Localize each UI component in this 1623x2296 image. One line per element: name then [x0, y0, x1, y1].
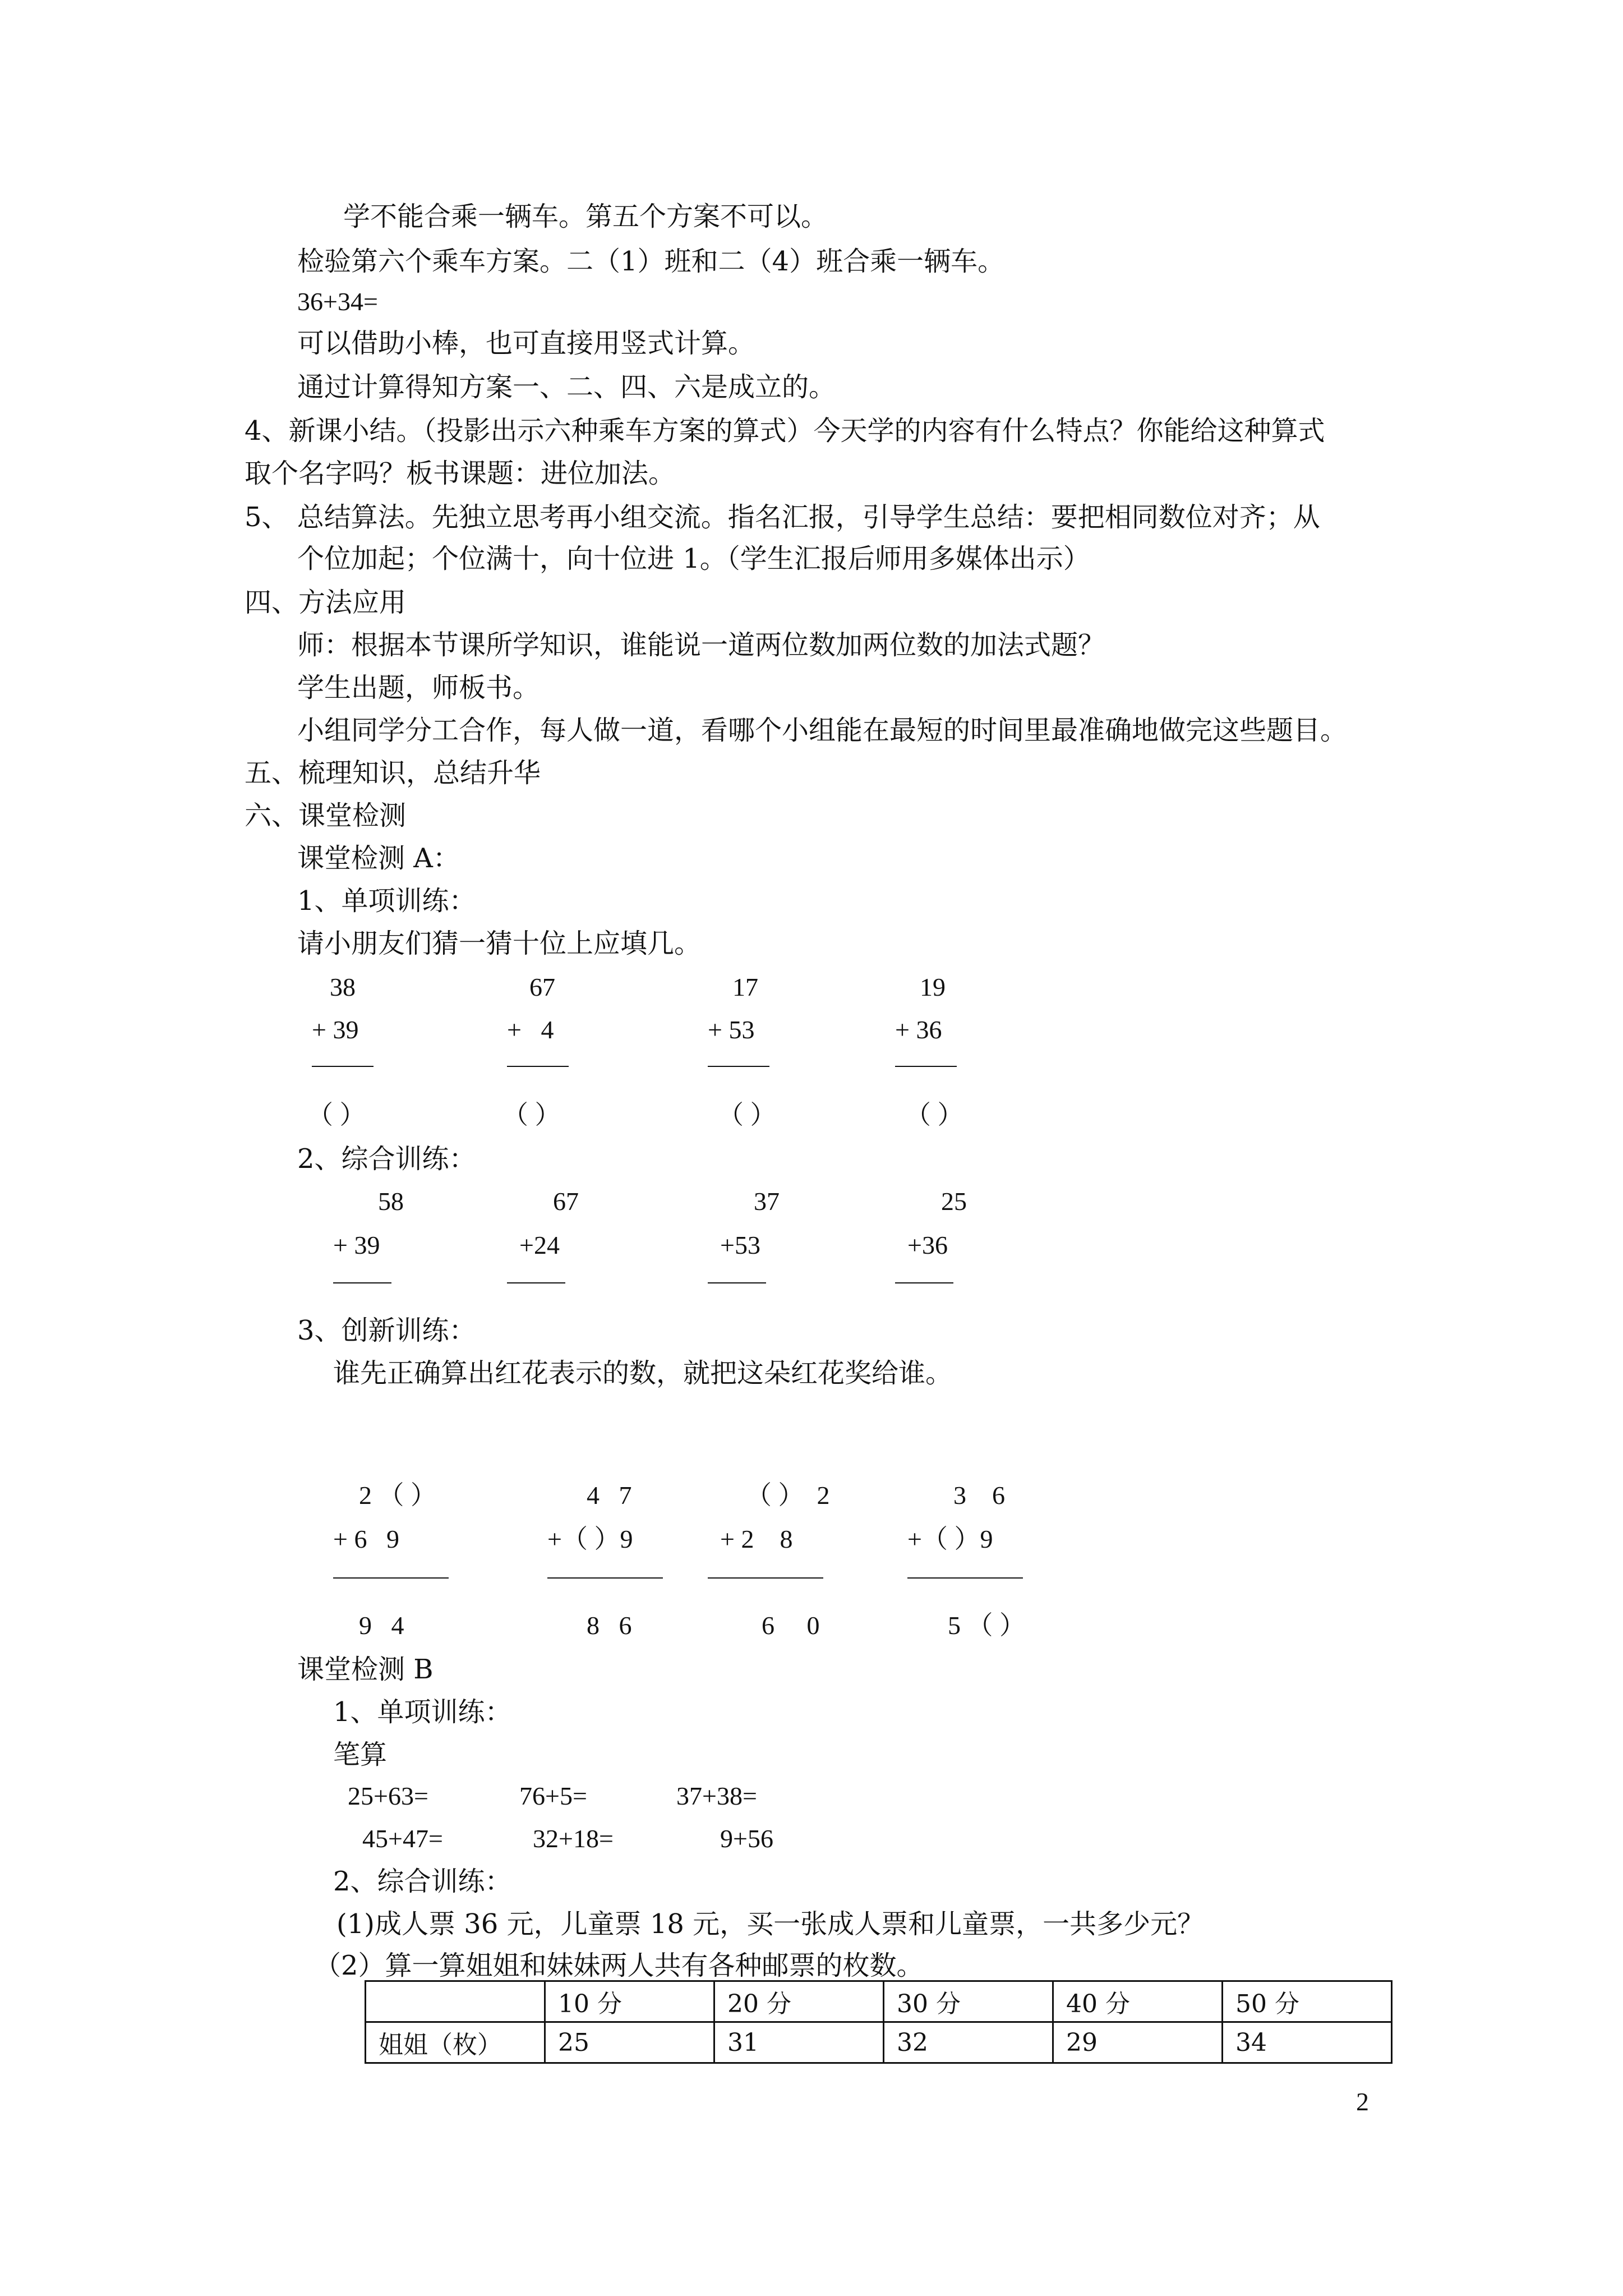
calc-item: 76+5=	[519, 1782, 587, 1810]
problem-top: 2 （ ）	[359, 1481, 436, 1510]
text-line: 2、综合训练：	[297, 1143, 476, 1175]
section-heading: 六、课堂检测	[245, 800, 407, 831]
text-line: 取个名字吗？板书课题：进位加法。	[245, 458, 676, 489]
problem-result: 9 4	[359, 1611, 404, 1640]
problem-answer: （ ）	[905, 1101, 963, 1129]
sum-line	[895, 1282, 953, 1283]
problem-top: 4 7	[587, 1481, 632, 1510]
sum-line	[333, 1577, 449, 1579]
problem-bottom: + 36	[895, 1015, 942, 1044]
text-line: 可以借助小棒，也可直接用竖式计算。	[297, 328, 755, 359]
sum-line	[708, 1577, 823, 1579]
text-line: 课堂检测 A：	[297, 843, 460, 874]
text-line: 1、单项训练：	[297, 885, 476, 917]
problem-result: 5 （ ）	[948, 1611, 1025, 1640]
stamp-table	[365, 1980, 1393, 2064]
problem-bottom: +（ ）9	[907, 1525, 993, 1553]
calc-item: 45+47=	[362, 1824, 443, 1853]
problem-answer: （ ）	[718, 1101, 776, 1129]
problem-bottom: +24	[519, 1231, 560, 1259]
sum-line	[708, 1066, 769, 1067]
calc-item: 9+56	[720, 1824, 773, 1853]
problem-top: 67	[553, 1187, 579, 1216]
sum-line	[507, 1282, 565, 1283]
section-heading: 四、方法应用	[245, 587, 407, 618]
problem-bottom: + 53	[708, 1015, 755, 1044]
sum-line	[708, 1282, 766, 1283]
table-cell: 32	[884, 2022, 1053, 2063]
sum-line	[895, 1066, 957, 1067]
text-line: 笔算	[333, 1739, 388, 1770]
text-line: 谁先正确算出红花表示的数，就把这朵红花奖给谁。	[333, 1358, 953, 1389]
table-cell: 25	[545, 2022, 714, 2063]
text-line: 检验第六个乘车方案。二（1）班和二（4）班合乘一辆车。	[297, 246, 1005, 277]
problem-bottom: + 2 8	[720, 1525, 793, 1553]
sum-line	[907, 1577, 1023, 1579]
text-line: 学生出题，师板书。	[297, 672, 540, 703]
section-heading: 课堂检测 B	[297, 1654, 434, 1685]
text-line: (1)成人票 36 元，儿童票 18 元，买一张成人票和儿童票，一共多少元？	[336, 1908, 1205, 1940]
text-line: 4、新课小结。（投影出示六种乘车方案的算式）今天学的内容有什么特点？你能给这种算式	[245, 415, 1325, 447]
table-cell: 10 分	[545, 1981, 714, 2022]
text-line: 学不能合乘一辆车。第五个方案不可以。	[343, 201, 828, 232]
problem-bottom: + 39	[333, 1231, 380, 1259]
problem-answer: （ ）	[502, 1101, 561, 1129]
problem-bottom: + 4	[507, 1015, 554, 1044]
problem-top: （ ） 2	[746, 1481, 830, 1510]
table-cell: 29	[1053, 2022, 1223, 2063]
problem-bottom: + 6 9	[333, 1525, 399, 1553]
problem-result: 8 6	[587, 1611, 632, 1640]
table-cell: 30 分	[884, 1981, 1053, 2022]
table-cell: 31	[714, 2022, 884, 2063]
problem-bottom: +53	[720, 1231, 760, 1259]
calc-item: 37+38=	[676, 1782, 757, 1810]
table-cell: 40 分	[1053, 1981, 1223, 2022]
text-line: 请小朋友们猜一猜十位上应填几。	[297, 928, 702, 959]
problem-top: 58	[378, 1187, 404, 1216]
text-line: 个位加起；个位满十，向十位进 1。（学生汇报后师用多媒体出示）	[297, 543, 1090, 574]
table-header-row	[366, 1981, 1392, 2022]
problem-top: 67	[529, 973, 555, 1001]
table-row	[366, 2022, 1392, 2063]
problem-top: 17	[732, 973, 758, 1001]
problem-top: 38	[330, 973, 356, 1001]
text-line: 师：根据本节课所学知识，谁能说一道两位数加两位数的加法式题？	[297, 629, 1105, 661]
table-cell: 50 分	[1223, 1981, 1392, 2022]
problem-bottom: + 39	[312, 1015, 359, 1044]
problem-top: 37	[754, 1187, 780, 1216]
table-cell: 34	[1223, 2022, 1392, 2063]
problem-bottom: +（ ）9	[547, 1525, 633, 1553]
calc-item: 25+63=	[348, 1782, 428, 1810]
sum-line	[547, 1577, 663, 1579]
sum-line	[312, 1066, 374, 1067]
section-heading: 五、梳理知识，总结升华	[245, 757, 541, 789]
text-line: 5、 总结算法。先独立思考再小组交流。指名汇报，引导学生总结：要把相同数位对齐；从	[245, 501, 1320, 533]
sum-line	[507, 1066, 569, 1067]
problem-top: 3 6	[953, 1481, 1005, 1510]
text-line: 小组同学分工合作，每人做一道，看哪个小组能在最短的时间里最准确地做完这些题目。	[297, 715, 1348, 746]
sum-line	[333, 1282, 391, 1283]
text-line: 1、单项训练：	[333, 1696, 512, 1728]
text-line: 3、创新训练：	[297, 1315, 476, 1346]
calc-item: 32+18=	[533, 1824, 614, 1853]
problem-top: 19	[920, 973, 946, 1001]
table-cell	[366, 1981, 545, 2022]
table-cell: 20 分	[714, 1981, 884, 2022]
problem-bottom: +36	[907, 1231, 948, 1259]
page-number: 2	[1356, 2087, 1369, 2116]
text-line: （2）算一算姐姐和妹妹两人共有各种邮票的枚数。	[314, 1950, 924, 1981]
table-cell: 姐姐（枚）	[366, 2022, 545, 2063]
problem-top: 25	[941, 1187, 967, 1216]
text-line: 2、综合训练：	[333, 1866, 512, 1897]
problem-result: 6 0	[762, 1611, 820, 1640]
problem-answer: （ ）	[307, 1101, 366, 1129]
text-line: 36+34=	[297, 287, 378, 316]
text-line: 通过计算得知方案一、二、四、六是成立的。	[297, 371, 836, 403]
